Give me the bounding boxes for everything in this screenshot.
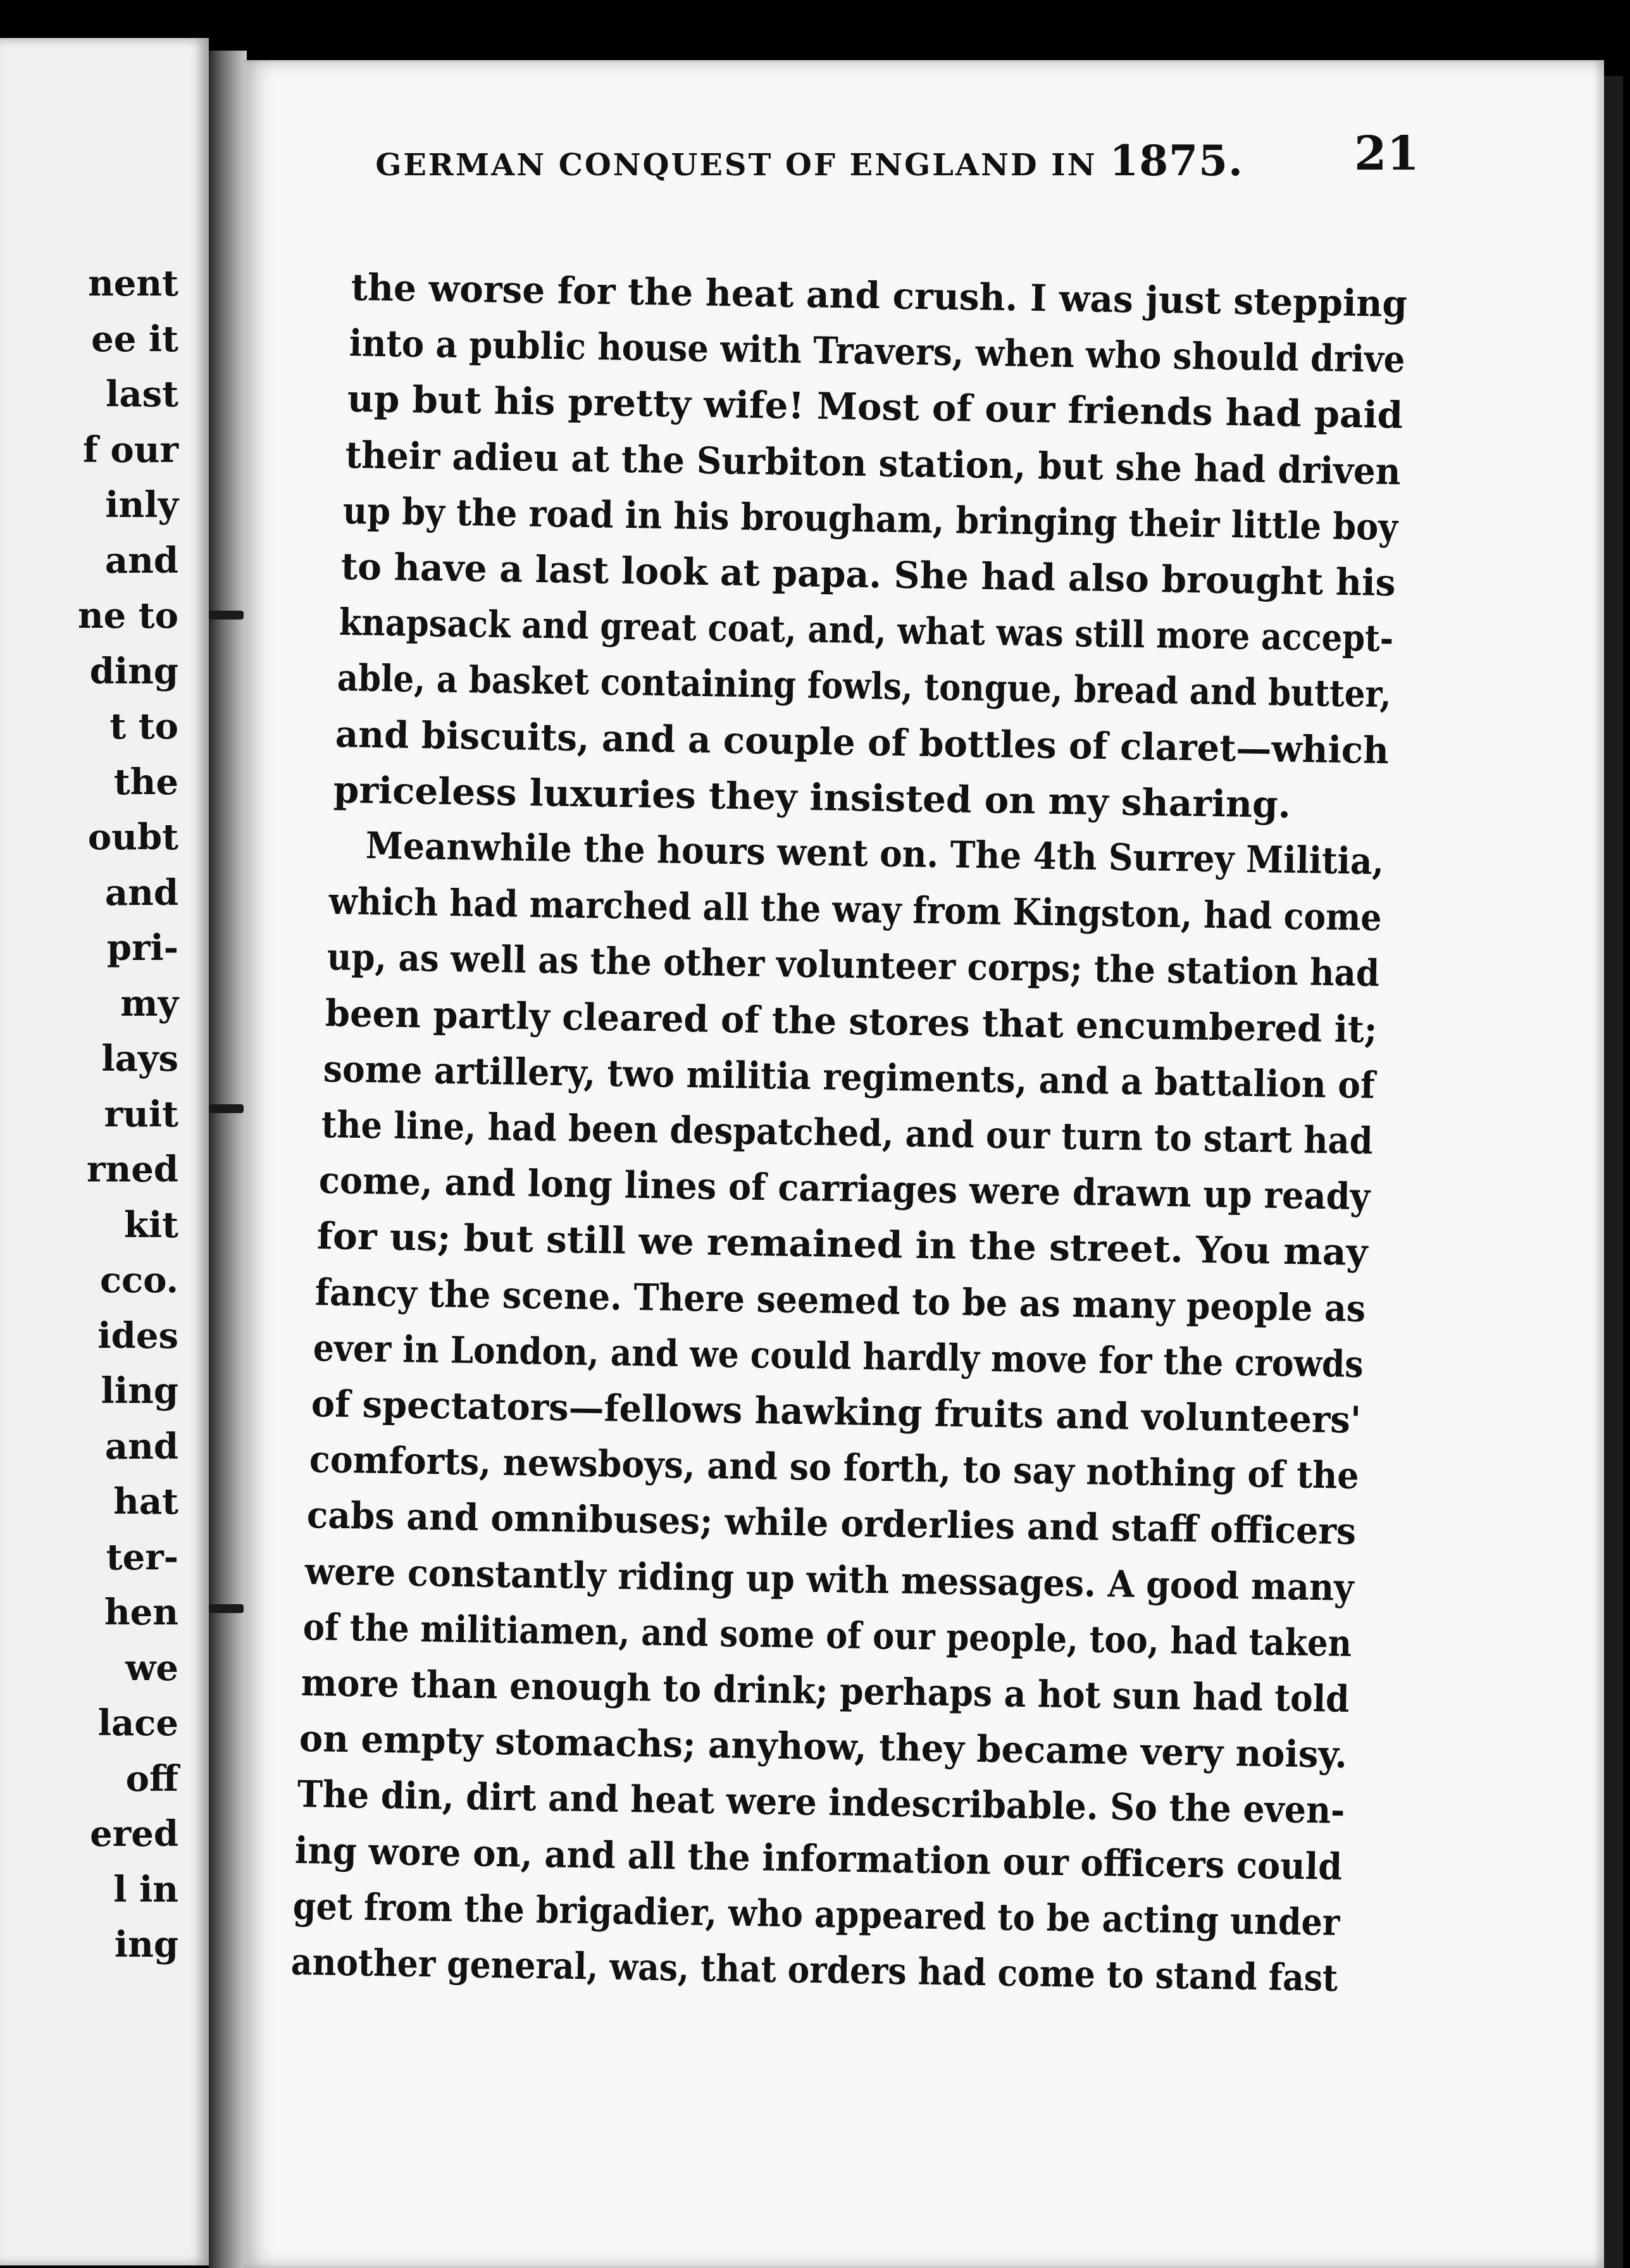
page-edge-shadow bbox=[1604, 76, 1623, 2268]
body-line: the worse for the heat and crush. I was just stepping bbox=[351, 266, 1408, 326]
left-page-fragment: l in bbox=[113, 1868, 178, 1910]
left-page-fragment: oubt bbox=[87, 816, 178, 858]
left-page-fragment: pri- bbox=[106, 927, 178, 969]
body-line: get from the brigadier, who appeared to be acting under bbox=[292, 1884, 1341, 1944]
body-line: and biscuits, and a couple of bottles of claret—which bbox=[335, 712, 1390, 772]
running-head-title: GERMAN CONQUEST OF ENGLAND IN bbox=[375, 147, 1097, 183]
body-line: Meanwhile the hours went on. The 4th Surrey Militia, bbox=[365, 824, 1384, 883]
body-line: The din, dirt and heat were indescribable. So the even- bbox=[296, 1773, 1345, 1833]
left-page-fragment: last bbox=[106, 373, 178, 415]
left-page-fragment: and bbox=[104, 871, 178, 914]
left-page-fragment: ee it bbox=[91, 318, 178, 360]
left-page-fragment: we bbox=[125, 1647, 178, 1689]
body-line: more than enough to drink; perhaps a hot sun had told bbox=[301, 1661, 1350, 1721]
body-line: knapsack and great coat, and, what was still more accept- bbox=[339, 601, 1394, 661]
body-line: the line, had been despatched, and our turn to start had bbox=[320, 1103, 1373, 1163]
running-head-year: 1875. bbox=[1109, 136, 1243, 185]
body-line: of the militiamen, and some of our people, too, had taken bbox=[302, 1605, 1352, 1665]
page-number: 21 bbox=[1354, 127, 1419, 181]
body-line: into a public house with Travers, when who should drive bbox=[349, 321, 1405, 382]
left-page-fragment: and bbox=[104, 1425, 178, 1467]
body-line: up, as well as the other volunteer corps; the station had bbox=[327, 935, 1380, 995]
left-page-fragment: ides bbox=[97, 1314, 178, 1357]
left-page-fragment: lace bbox=[97, 1702, 178, 1744]
body-line: their adieu at the Surbiton station, but she had driven bbox=[344, 433, 1401, 493]
body-line: cabs and omnibuses; while orderlies and staff officers bbox=[306, 1493, 1357, 1554]
left-page-fragment: rned bbox=[86, 1149, 178, 1190]
body-line: of spectators—fellows hawking fruits and volunteers' bbox=[311, 1382, 1362, 1442]
left-page-fragment: f our bbox=[82, 428, 178, 471]
left-page-fragment: ing bbox=[114, 1924, 178, 1966]
body-line: come, and long lines of carriages were drawn up ready bbox=[318, 1159, 1371, 1219]
body-line: ing wore on, and all the information our officers could bbox=[294, 1828, 1343, 1888]
body-line: up by the road in his brougham, bringing their little boy bbox=[342, 489, 1398, 549]
body-line: been partly cleared of the stores that encumbered it; bbox=[325, 991, 1378, 1051]
body-line: were constantly riding up with messages. A good many bbox=[304, 1549, 1355, 1609]
left-page-fragment: ling bbox=[101, 1370, 178, 1412]
body-line: priceless luxuries they insisted on my sharing. bbox=[332, 768, 1291, 826]
left-page-fragment: t to bbox=[109, 706, 178, 747]
body-line: on empty stomachs; anyhow, they became very noisy. bbox=[299, 1717, 1348, 1777]
left-page-fragment: ne to bbox=[77, 595, 178, 637]
left-page-fragment: lays bbox=[101, 1038, 178, 1080]
body-line: to have a last look at papa. She had also brought his bbox=[340, 545, 1397, 605]
binding-staple-bottom bbox=[209, 1604, 244, 1613]
left-facing-page bbox=[0, 38, 209, 2265]
body-line: for us; but still we remained in the street. You may bbox=[316, 1214, 1369, 1274]
body-line: up but his pretty wife! Most of our friends had paid bbox=[347, 377, 1403, 437]
left-page-fragment: kit bbox=[124, 1204, 178, 1246]
left-page-fragment: the bbox=[113, 761, 178, 803]
running-head bbox=[256, 136, 1243, 185]
binding-staple-middle bbox=[209, 1104, 244, 1113]
left-page-fragment: hat bbox=[113, 1481, 178, 1523]
book-gutter bbox=[209, 51, 247, 2268]
body-line: which had marched all the way from Kingston, had come bbox=[328, 880, 1383, 940]
left-page-fragment: nent bbox=[88, 263, 178, 304]
body-line: fancy the scene. There seemed to be as many people as bbox=[314, 1270, 1366, 1330]
left-page-fragment: ered bbox=[90, 1813, 178, 1855]
binding-staple-top bbox=[209, 611, 244, 620]
left-page-fragment: inly bbox=[105, 484, 178, 526]
left-page-fragment: cco. bbox=[99, 1259, 178, 1301]
body-line: able, a basket containing fowls, tongue, bread and butter, bbox=[337, 656, 1391, 716]
left-page-fragment: and bbox=[104, 539, 178, 582]
body-line: some artillery, two militia regiments, and a battalion of bbox=[323, 1047, 1376, 1107]
left-page-fragment: off bbox=[125, 1757, 178, 1800]
left-page-fragment: my bbox=[120, 982, 178, 1025]
left-page-fragment: ding bbox=[89, 650, 178, 692]
left-page-fragment: hen bbox=[104, 1592, 178, 1633]
body-line: ever in London, and we could hardly move for the crowds bbox=[313, 1326, 1364, 1386]
body-line: another general, was, that orders had come to stand fast bbox=[290, 1940, 1338, 2000]
body-line: comforts, newsboys, and so forth, to say nothing of the bbox=[308, 1438, 1359, 1498]
left-page-fragment: ruit bbox=[104, 1093, 178, 1135]
left-page-fragment: ter- bbox=[106, 1536, 178, 1578]
